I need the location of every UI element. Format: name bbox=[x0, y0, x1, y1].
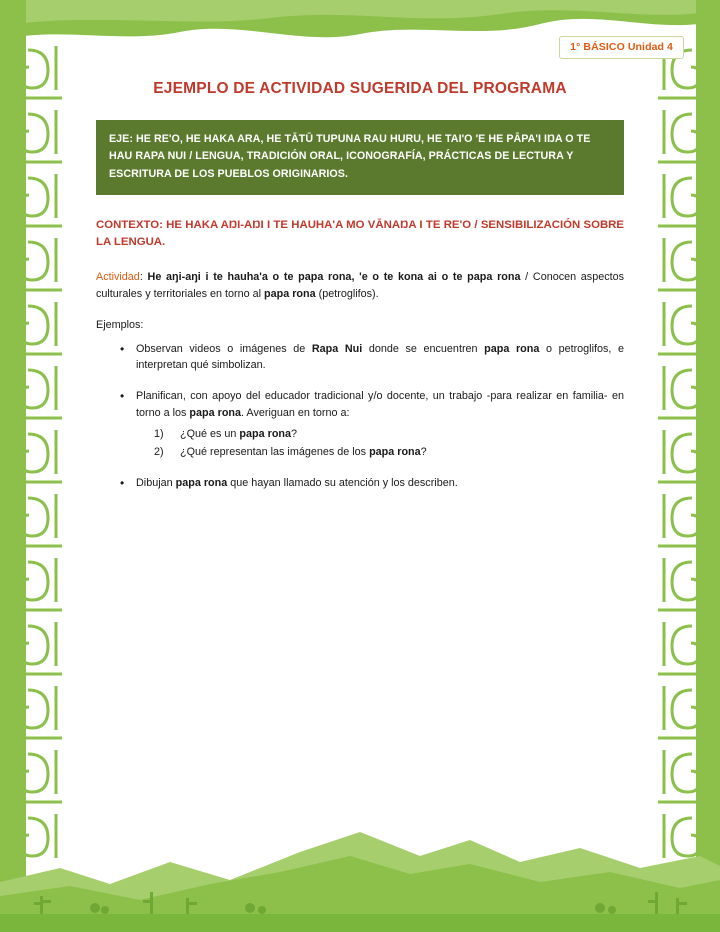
actividad-spanish-bold: papa rona bbox=[264, 287, 316, 300]
actividad-rapanui: He aŋi-aŋi i te hauha'a o te papa rona, 'e o te kona ai o te papa rona bbox=[147, 271, 521, 284]
ejemplo-0-part-3: papa rona bbox=[484, 342, 540, 355]
ejemplo-1-sub-0-part-2: ? bbox=[291, 427, 298, 440]
ejemplos-label: Ejemplos: bbox=[96, 318, 144, 331]
left-green-band bbox=[0, 0, 26, 932]
ejemplo-1-sub-1-part-2: ? bbox=[420, 445, 427, 458]
right-ornament-pattern bbox=[656, 40, 700, 870]
actividad-colon: : bbox=[139, 271, 148, 284]
bottom-landscape-band bbox=[0, 822, 720, 932]
list-item bbox=[136, 475, 624, 492]
actividad-spanish-pre: Conocen aspectos culturales y territoriales en torno al bbox=[96, 271, 625, 300]
ejemplo-0-part-2: donde se encuentren bbox=[362, 342, 485, 355]
document-content bbox=[96, 80, 624, 506]
ejemplo-2-part-1: papa rona bbox=[175, 477, 228, 490]
unit-badge: 1° BÁSICO Unidad 4 bbox=[559, 36, 684, 59]
left-ornament-pattern bbox=[20, 40, 64, 870]
sub-list-item bbox=[180, 444, 624, 461]
page-title: EJEMPLO DE ACTIVIDAD SUGERIDA DEL PROGRAMA bbox=[153, 80, 567, 97]
ejemplo-1-sub-0-part-0: ¿Qué es un bbox=[180, 427, 240, 440]
right-green-band bbox=[696, 0, 720, 932]
list-item bbox=[136, 341, 624, 374]
contexto-heading: CONTEXTO: HE HAKA AŊI-AŊI I TE HAUHA'A MO VĀNAŊA I TE RE'O / SENSIBILIZACIÓN SOBRE LA LENGUA. bbox=[96, 218, 624, 249]
actividad-separator: / bbox=[520, 271, 533, 284]
actividad-label: Actividad bbox=[96, 271, 140, 284]
ejemplo-2-part-2: que hayan llamado su atención y los describen. bbox=[227, 477, 458, 490]
ejemplo-1-sub-0-part-1: papa rona bbox=[239, 427, 292, 440]
list-item bbox=[136, 388, 624, 461]
eje-box: EJE: HE RE'O, HE HAKA ARA, HE TĀTŪ TUPUNA RAU HURU, HE TAI'O 'E HE PĀPA'I IŊA O TE HAU RAPA NUI / LENGUA, TRADICIÓN ORAL, ICONOGRAFÍA, PRÁCTICAS DE LECTURA Y ESCRITURA DE LOS PUEBLOS ORIGINARIOS. bbox=[96, 120, 624, 195]
ejemplo-1-sub-1-part-1: papa rona bbox=[369, 445, 421, 458]
ejemplo-0-part-1: Rapa Nui bbox=[311, 342, 363, 355]
ejemplo-1-sublist bbox=[136, 426, 624, 462]
sub-list-item bbox=[180, 426, 624, 443]
actividad-paragraph bbox=[96, 269, 624, 302]
actividad-spanish-post: (petroglifos). bbox=[315, 287, 379, 300]
ejemplo-2-part-0: Dibujan bbox=[136, 477, 176, 490]
ejemplo-0-part-4: o petroglifos, e interpretan qué simbolizan. bbox=[136, 342, 624, 372]
ejemplo-1-sub-1-part-0: ¿Qué representan las imágenes de los bbox=[180, 445, 370, 458]
ejemplo-1-part-2: . Averiguan en torno a: bbox=[241, 406, 350, 419]
ejemplo-1-part-0: Planifican, con apoyo del educador tradicional y/o docente, un trabajo -para realizar en familia- en torno a los bbox=[136, 390, 624, 419]
ejemplo-1-part-1: papa rona bbox=[189, 406, 242, 419]
ejemplo-0-part-0: Observan videos o imágenes de bbox=[136, 342, 312, 355]
ejemplos-list bbox=[96, 341, 624, 492]
